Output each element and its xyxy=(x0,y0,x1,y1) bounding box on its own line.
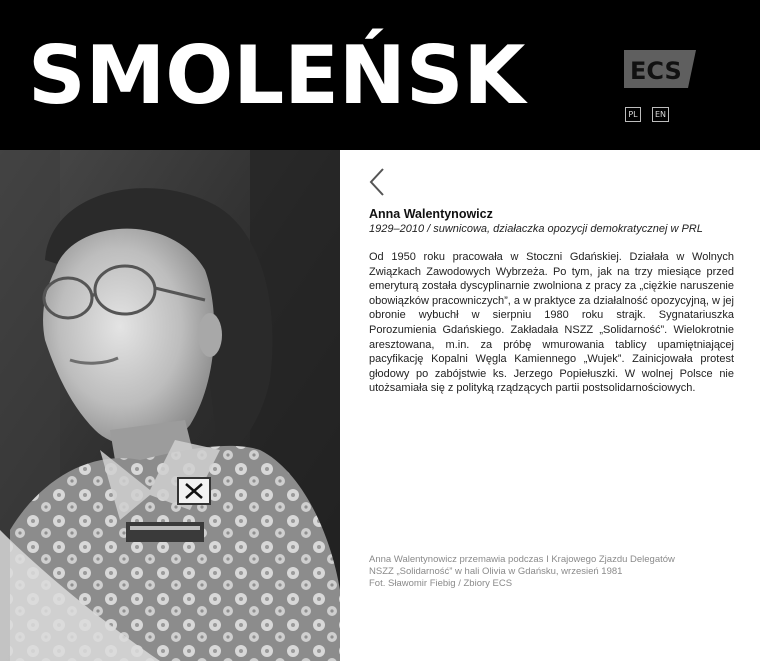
chevron-left-icon[interactable] xyxy=(366,166,388,198)
portrait-photo xyxy=(0,150,340,661)
person-name: Anna Walentynowicz xyxy=(369,207,493,221)
person-bio: Od 1950 roku pracowała w Stoczni Gdańskiej. Działała w Wolnych Związkach Zawodowych Wybrzeża. Po tym, jak na trzy miesiące przed emeryturą została dyscyplinarnie zwolniona z pracy za „ciężkie naruszenie obowiązków pracowniczych”, a w praktyce za działalność opozycyjną, w jej obronie wybuchł w sierpniu 1980 roku strajk. Sygnatariuszka Porozumienia Gdańskiego. Zakładała NSZZ „Solidarność”. Wielokrotnie aresztowana, m.in. za próbę wmurowania tablicy upamiętniającej pacyfikację Kopalni Węgla Kamiennego „Wujek”. Zainicjowała protest głodowy po zabójstwie ks. Jerzego Popiełuszki. W wolnej Polsce nie utożsamiała się z polityką rządzących partii postsolidarnościowych. xyxy=(369,251,734,395)
caption-line: Anna Walentynowicz przemawia podczas I Krajowego Zjazdu Delegatów xyxy=(369,554,675,565)
page-title: SMOLEŃSK xyxy=(28,29,526,122)
language-en-button[interactable]: EN xyxy=(652,107,669,122)
photo-caption xyxy=(369,554,739,591)
language-pl-button[interactable]: PL xyxy=(625,107,641,122)
ecs-logo xyxy=(624,50,696,88)
person-subtitle: 1929–2010 / suwnicowa, działaczka opozycji demokratycznej w PRL xyxy=(369,223,703,235)
logo-text: ECS xyxy=(630,57,682,85)
caption-line: NSZZ „Solidarność” w hali Olivia w Gdańsku, wrzesień 1981 xyxy=(369,566,623,578)
caption-credit: Fot. Sławomir Fiebig / Zbiory ECS xyxy=(369,578,513,590)
header-bar xyxy=(0,0,760,150)
